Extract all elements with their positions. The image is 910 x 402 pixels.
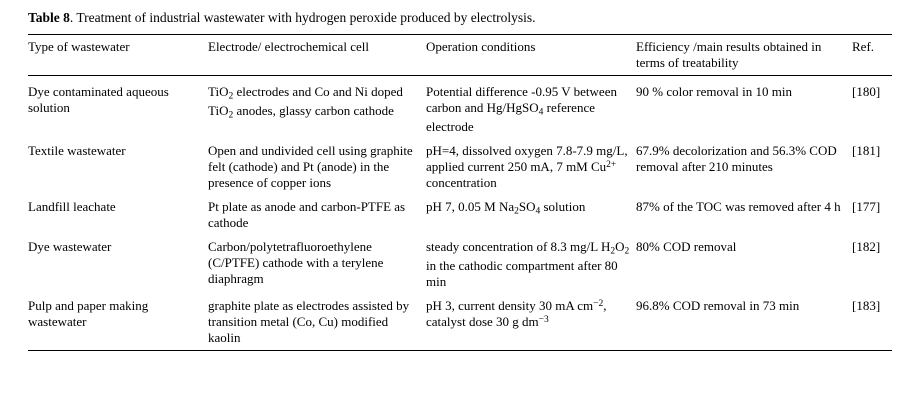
cell-electrode-cell: Pt plate as anode and carbon-PTFE as cathode xyxy=(208,198,406,230)
cell-efficiency: 80% COD removal xyxy=(636,238,737,254)
cell-efficiency: 67.9% decolorization and 56.3% COD removal after 210 minutes xyxy=(636,142,837,174)
table-row xyxy=(28,195,892,235)
table-row xyxy=(28,294,892,350)
cell-type-of-wastewater: Dye contaminated aqueous solution xyxy=(28,83,169,115)
cell-electrode-cell: Open and undivided cell using graphite felt (cathode) and Pt (anode) in the presence of copper ions xyxy=(208,142,413,190)
column-header-electrode-cell: Electrode/ electrochemical cell xyxy=(208,34,426,75)
cell-efficiency: 96.8% COD removal in 73 min xyxy=(636,294,852,350)
cell-electrode-cell: Carbon/polytetrafluoroethylene (C/PTFE) cathode with a terylene diaphragm xyxy=(208,238,384,286)
data-table xyxy=(28,34,892,351)
cell-ref: [180] xyxy=(852,83,881,99)
cell-type-of-wastewater: Textile wastewater xyxy=(28,142,126,158)
cell-operation-conditions: pH 3, current density 30 mA $cm^{-2}$, catalyst dose 30 g $dm^{-3}$ xyxy=(426,294,636,350)
cell-operation-conditions: pH 7, 0.05 M $Na_2SO_4$ solution xyxy=(426,198,586,217)
table-header xyxy=(28,34,892,75)
cell-type-of-wastewater: Landfill leachate xyxy=(28,198,116,214)
cell-operation-conditions: Potential difference -0.95 V between carbon and Hg/HgSO$_4$ reference electrode xyxy=(426,83,617,134)
cell-efficiency: 87% of the TOC was removed after 4 h xyxy=(636,198,841,214)
table-body xyxy=(28,75,892,350)
table-caption xyxy=(28,10,896,27)
cell-ref: [177] xyxy=(852,198,881,214)
table-row xyxy=(28,139,892,195)
table-caption-label: Table 8 xyxy=(28,10,70,25)
table-row xyxy=(28,75,892,139)
column-header-type-of-wastewater: Type of wastewater xyxy=(28,34,208,75)
cell-type-of-wastewater: Pulp and paper making wastewater xyxy=(28,294,208,350)
cell-type-of-wastewater: Dye wastewater xyxy=(28,238,112,254)
table-caption-text: . Treatment of industrial wastewater with hydrogen peroxide produced by electrolysis. xyxy=(69,10,536,25)
cell-ref: [183] xyxy=(852,294,892,350)
cell-efficiency: 90 % color removal in 10 min xyxy=(636,83,792,99)
column-header-operation-conditions: Operation conditions xyxy=(426,34,636,75)
table-row xyxy=(28,235,892,294)
cell-electrode-cell: graphite plate as electrodes assisted by transition metal (Co, Cu) modified kaolin xyxy=(208,294,426,350)
cell-operation-conditions: pH=4, dissolved oxygen 7.8-7.9 mg/L, applied current 250 mA, 7 mM $Cu^{2+}$ concentration xyxy=(426,142,628,190)
cell-ref: [182] xyxy=(852,238,881,254)
cell-operation-conditions: steady concentration of 8.3 mg/L $H_2O_2$ in the cathodic compartment after 80 min xyxy=(426,238,630,289)
cell-electrode-cell: TiO$_2$ electrodes and Co and Ni doped TiO$_2$ anodes, glassy carbon cathode xyxy=(208,83,403,121)
column-header-efficiency: Efficiency /main results obtained in terms of treatability xyxy=(636,34,852,75)
table-header-row xyxy=(28,34,892,75)
cell-ref: [181] xyxy=(852,142,881,158)
column-header-ref: Ref. xyxy=(852,34,892,75)
